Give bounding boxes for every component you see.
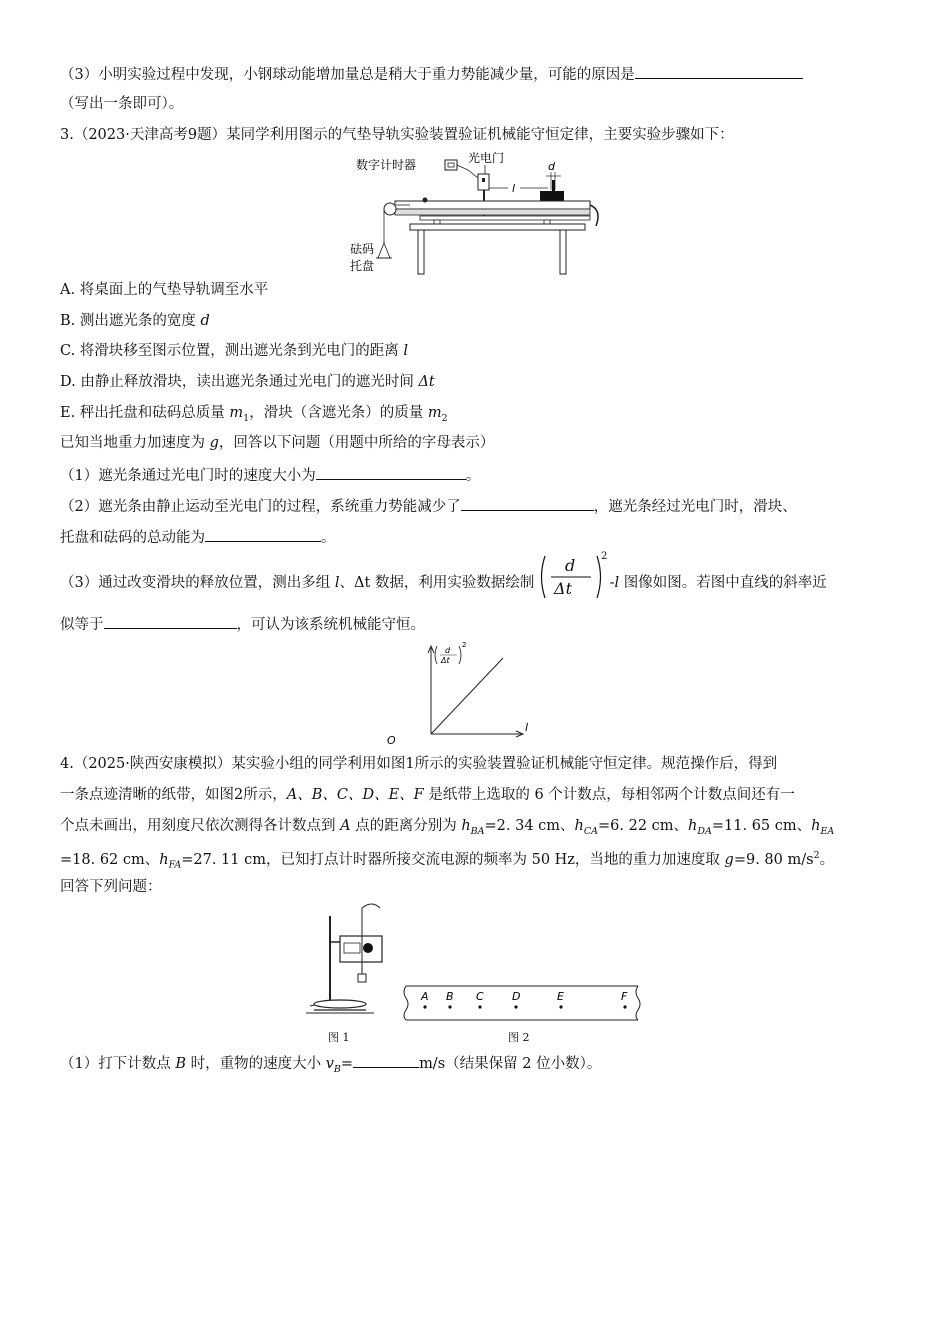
q4-line1: 4.（2025·陕西安康模拟）某实验小组的同学利用如图1所示的实验装置验证机械能守恒定律。规范操作后，得到 — [60, 756, 778, 772]
tape-points — [420, 990, 628, 1009]
gate-label: 光电门 — [468, 151, 505, 165]
fig2-caption: 图 2 — [508, 1031, 530, 1044]
air-track-figure — [350, 148, 600, 278]
q4-line3: 个点未画出，用刻度尺依次测得各计数点到 A 点的距离分别为 $h_{BA}=2$. 34 cm、$h_{CA}=6$. 22 cm、$h_{DA}=11$. 65 cm、$h_{EA}$ — [60, 818, 835, 837]
answer-blank[interactable] — [316, 463, 466, 480]
answer-blank[interactable] — [104, 612, 237, 629]
q3-sub2-line1: （2）遮光条由静止运动至光电门的过程，系统重力势能减少了 ，遮光条经过光电门时，滑块、 — [60, 494, 797, 518]
answer-blank[interactable] — [205, 525, 321, 542]
tape-dot-f — [623, 1005, 626, 1008]
answer-blank[interactable] — [461, 494, 594, 511]
tape-dot-c — [478, 1005, 481, 1008]
q4-sub1: （1）打下计数点 B 时，重物的速度大小 $v_B= m/s$（结果保留 2 位小数）。 — [60, 1051, 601, 1081]
q3-intro: 3.（2023·天津高考9题）某同学利用图示的气垫导轨实验装置验证机械能守恒定律，主要实验步骤如下： — [60, 127, 734, 143]
timer-stand-figure — [300, 898, 400, 1028]
tape-dot-a — [423, 1005, 426, 1008]
svg-text:d: d — [548, 160, 555, 173]
tape-dot-b — [448, 1005, 451, 1008]
q3-sub2-line2: 托盘和砝码的总动能为 。 — [60, 525, 336, 549]
q4-line5: 回答下列问题： — [60, 879, 162, 895]
q3-sub1: （1）遮光条通过光电门时的速度大小为 。 — [60, 463, 480, 487]
q3-step-e: E. 秤出托盘和砝码总质量 $m_1$，滑块（含遮光条）的质量 $m_2$ — [60, 405, 448, 424]
q4-line2: 一条点迹清晰的纸带，如图2所示，A、B、C、D、E、F 是纸带上选取的 6 个计数点，每相邻两个计数点间还有一 — [60, 787, 795, 803]
d-dt-squared-vs-l-graph — [385, 640, 545, 750]
q3-step-b: B. 测出遮光条的宽度 d — [60, 313, 210, 329]
svg-text:d: d — [445, 646, 451, 655]
q3-known: 已知当地重力加速度为 g，回答以下问题（用题中所给的字母表示） — [60, 435, 495, 451]
tape-label-e: E — [557, 990, 564, 1003]
svg-text:托盘: 托盘 — [350, 259, 375, 273]
tape-label-c: C — [476, 990, 484, 1003]
q3-step-d: D. 由静止释放滑块，读出遮光条通过光电门的遮光时间 Δt — [60, 374, 435, 390]
q2-sub3-line2: （写出一条即可）。 — [60, 96, 184, 112]
tape-dot-e — [559, 1005, 562, 1008]
fraction-expression: d Δt 2 — [539, 554, 605, 600]
tape-label-a: A — [421, 990, 429, 1003]
svg-text:2: 2 — [462, 641, 467, 649]
tape-dot-d — [514, 1005, 517, 1008]
origin-label: O — [387, 734, 396, 747]
data-line — [431, 658, 503, 734]
fig1-caption: 图 1 — [328, 1031, 350, 1044]
paper-tape-figure — [398, 982, 643, 1024]
q4-line4: =18. 62 cm、$h_{FA}=27$. 11 cm，已知打点计时器所接交流电源的频率为 50 Hz，当地的重力加速度取 g=9. 80 $m/s^2$。 — [60, 850, 835, 871]
svg-text:l: l — [512, 182, 516, 195]
q2-sub3-line1: （3）小明实验过程中发现，小钢球动能增加量总是稍大于重力势能减少量，可能的原因是 — [60, 62, 803, 86]
q3-step-a: A. 将桌面上的气垫导轨调至水平 — [60, 282, 269, 298]
tape-label-b: B — [446, 990, 454, 1003]
svg-text:砝码: 砝码 — [350, 242, 375, 256]
x-axis-label: l — [525, 721, 529, 734]
timer-label: 数字计时器 — [356, 158, 417, 172]
q3-step-c: C. 将滑块移至图示位置，测出遮光条到光电门的距离 l — [60, 343, 409, 359]
tape-label-f: F — [621, 990, 628, 1003]
answer-blank[interactable] — [635, 62, 803, 79]
q3-sub3-line2: 似等于 ，可认为该系统机械能守恒。 — [60, 612, 425, 636]
q3-sub3-line1: （3）通过改变滑块的释放位置，测出多组 l、Δt 数据，利用实验数据绘制 d Δt 2 -l 图像如图。若图中直线的斜率近 — [60, 551, 827, 598]
answer-blank[interactable] — [353, 1051, 419, 1068]
tape-label-d: D — [512, 990, 521, 1003]
svg-text:Δt: Δt — [441, 656, 450, 665]
